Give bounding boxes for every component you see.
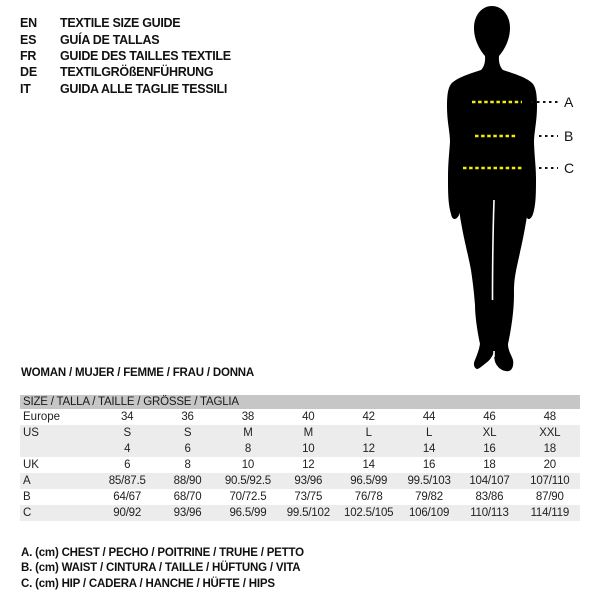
woman-silhouette-image	[447, 6, 537, 371]
size-value: 10	[241, 459, 255, 471]
size-value: 93/96	[173, 507, 202, 519]
size-value: 14	[422, 443, 436, 455]
size-value: 48	[543, 411, 557, 423]
language-label: TEXTILE SIZE GUIDE	[60, 16, 181, 31]
language-list	[20, 15, 231, 97]
size-value: 44	[422, 411, 436, 423]
size-value: 90/92	[113, 507, 142, 519]
size-value: 79/82	[415, 491, 443, 503]
size-value: S	[123, 427, 131, 439]
size-value: 106/109	[408, 507, 450, 519]
size-value: 93/96	[294, 475, 323, 487]
size-value: 90.5/92.5	[224, 475, 272, 487]
row-label: C	[23, 507, 32, 519]
size-value: XXL	[539, 427, 561, 439]
table-row-hip	[20, 505, 580, 521]
language-code: FR	[20, 48, 37, 63]
size-value: 64/67	[113, 491, 142, 503]
size-value: 104/107	[469, 475, 510, 487]
legend-chest: A. (cm) CHEST / PECHO / POITRINE / TRUHE / PETTO	[21, 547, 304, 559]
size-value: 6	[184, 443, 191, 455]
size-value: L	[425, 427, 433, 439]
size-value: 68/70	[173, 491, 202, 503]
size-value: 12	[362, 443, 375, 455]
size-value: 42	[362, 411, 375, 423]
table-row-uk	[20, 457, 580, 473]
chest-marker-label: A	[564, 94, 574, 110]
size-value: 10	[302, 443, 315, 455]
size-value: 114/119	[530, 507, 570, 519]
size-value: 83/86	[475, 491, 504, 503]
size-value: 96.5/99	[229, 507, 267, 519]
table-row-us-numeric	[20, 441, 580, 457]
language-label: GUÍA DE TALLAS	[60, 32, 160, 47]
size-value: 99.5/102	[286, 507, 330, 519]
size-value: 8	[244, 443, 252, 455]
size-value: 34	[120, 411, 134, 423]
size-value: 38	[241, 411, 255, 423]
size-value: 6	[124, 459, 131, 471]
language-code: IT	[20, 81, 31, 96]
section-title: WOMAN / MUJER / FEMME / FRAU / DONNA	[21, 367, 255, 379]
size-value: 40	[302, 411, 315, 423]
waist-marker-label: B	[564, 128, 574, 144]
language-label: GUIDE DES TAILLES TEXTILE	[60, 48, 231, 63]
size-value: L	[365, 427, 372, 439]
language-row-fr	[20, 48, 231, 64]
row-label: A	[23, 475, 31, 487]
hip-marker-label: C	[564, 160, 575, 176]
language-row-de	[20, 64, 231, 80]
row-label: Europe	[23, 411, 61, 423]
size-value: 8	[184, 459, 191, 471]
language-code: EN	[20, 16, 37, 31]
row-label: B	[23, 491, 31, 503]
table-header: SIZE / TALLA / TAILLE / GRÖSSE / TAGLIA	[20, 395, 580, 409]
size-value: 88/90	[173, 475, 202, 487]
size-value: 18	[543, 443, 557, 455]
size-value: 73/75	[294, 491, 323, 503]
size-value: 36	[181, 411, 194, 423]
language-row-en	[20, 15, 231, 31]
size-value: 4	[124, 443, 131, 455]
size-value: 96.5/99	[350, 475, 388, 487]
size-value: 110/113	[470, 507, 509, 519]
table-row-chest	[20, 473, 580, 489]
table-row-waist	[20, 489, 580, 505]
size-value: 14	[362, 459, 375, 471]
legend-hip: C. (cm) HIP / CADERA / HANCHE / HÜFTE / HIPS	[21, 577, 275, 590]
size-value: 18	[483, 459, 496, 471]
table-row-us	[20, 425, 580, 441]
row-label: UK	[23, 459, 39, 471]
table-row-europe	[20, 409, 580, 425]
size-value: 76/78	[354, 491, 383, 503]
size-value: 16	[483, 443, 496, 455]
size-value: S	[183, 427, 192, 439]
size-value: 107/110	[530, 475, 570, 487]
size-value: 102.5/105	[344, 507, 394, 519]
language-row-it	[20, 81, 231, 97]
size-value: 16	[422, 459, 436, 471]
size-value: M	[303, 427, 313, 439]
language-label: GUIDA ALLE TAGLIE TESSILI	[60, 81, 228, 96]
size-value: 99.5/103	[407, 475, 451, 487]
legend-waist: B. (cm) WAIST / CINTURA / TAILLE / HÜFTUNG / VITA	[21, 562, 301, 575]
measurement-figure	[390, 0, 600, 380]
size-value: M	[243, 427, 253, 439]
size-value: 20	[543, 459, 557, 471]
language-code: ES	[20, 32, 37, 47]
row-label: US	[23, 427, 39, 439]
language-code: DE	[20, 65, 37, 80]
size-value: 12	[302, 459, 315, 471]
size-table	[20, 395, 580, 521]
measurement-legend	[21, 547, 304, 593]
size-value: 87/90	[535, 491, 564, 503]
language-label: TEXTILGRÖßENFÜHRUNG	[60, 65, 214, 80]
size-value: 70/72.5	[229, 491, 267, 503]
size-value: XL	[482, 427, 497, 439]
size-value: 85/87.5	[108, 475, 146, 487]
language-row-es	[20, 31, 231, 47]
size-value: 46	[483, 411, 496, 423]
